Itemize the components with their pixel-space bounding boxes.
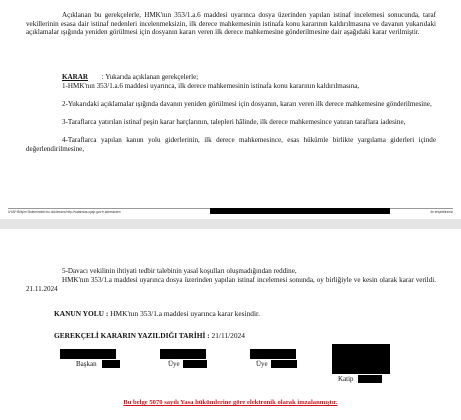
kanun-yolu-line — [54, 309, 260, 318]
member1-name-redaction — [160, 349, 206, 359]
karar-text: : Yukarıda açıklanan gerekçelerle; — [101, 73, 199, 81]
signature-baskan-label: Başkan — [76, 360, 97, 368]
footer-redaction — [210, 208, 390, 214]
footer-access-text: ile erişebilirsiniz — [430, 210, 453, 214]
karar-item-1: 1-HMK'nın 353/1.a.6 maddesi uyarınca, ilk derece mahkemesinin istinafa konu kararının kaldırılmasına, — [62, 82, 360, 90]
katip-redaction — [358, 375, 382, 383]
karar-line — [62, 73, 432, 82]
gerekceli-date: 21/11/2024 — [211, 331, 245, 340]
signature-uye2-label: Üye — [256, 360, 268, 368]
judge-name-redaction — [60, 349, 116, 359]
karar-item-3: 3-Taraflarca yatırılan istinaf peşin karar harçlarının, talepleri hâlinde, ilk derece mahkemesince yatıran taraflara iadesine, — [62, 118, 406, 126]
electronic-signature-note: Bu belge 5070 sayılı Yasa hükümlerine göre elektronik olarak imzalanmıştır. — [123, 399, 338, 406]
signature-uye1-label: Üye — [168, 360, 180, 368]
baskan-redaction — [102, 360, 120, 368]
footer-uyap-text: UYAP Bilişim Sistemindeki bu dokümana http://vatandas.uyap.gov.tr adresinden — [8, 210, 121, 214]
karar-item-5: 5-Davacı vekilinin ihtiyati tedbir talebinin yasal koşulları oluşmadığından reddine, — [62, 267, 297, 275]
final-decision-paragraph: HMK'nın 353/1.a maddesi uyarınca dosya üzerinden yapılan istinaf incelemesi sonunda, oy birliğiyle ve kesin olarak karar verildi. 21.11.2024 — [26, 276, 436, 293]
karar-label: KARAR — [62, 73, 89, 81]
signature-katip-label: Katip — [338, 375, 354, 383]
gerekceli-label: GEREKÇELİ KARARIN YAZILDIĞI TARİHİ : — [54, 331, 210, 340]
karar-item-4: 4-Taraflarca yapılan kanun yolu giderlerinin, ilk derece mahkemesince, esas hükümle birlikte yargılama giderleri içinde değerlendirilmesine, — [26, 136, 436, 153]
kanun-yolu-label: KANUN YOLU : — [54, 309, 109, 318]
document-page-2 — [0, 229, 461, 420]
kanun-yolu-text: HMK'nın 353/1.a maddesi uyarınca karar kesindir. — [110, 309, 260, 318]
intro-paragraph: Açıklanan bu gerekçelerle, HMK'nın 353/1.a.6 maddesi uyarınca dosya üzerinden yapılan istinaf incelemesi sonucunda, taraf vekillerinin esasa dair istinaf nedenleri incelenmeksizin, ilk derece mahkemesinin istinafa konu kararının kaldırılmasına ve davanın yukarıdaki açıklamalar ışığında yeniden görülmesi için dosyanın kararı veren ilk derece mahkemesine gönderilmesine dair aşağıdaki karar verilmiştir. — [26, 11, 436, 37]
karar-item-2: 2-Yukarıdaki açıklamalar ışığında davanın yeniden görülmesi için dosyanın, kararı veren ilk derece mahkemesine gönderilmesine, — [62, 100, 432, 108]
member2-name-redaction — [250, 349, 296, 359]
uye1-redaction — [183, 360, 207, 368]
page-footer — [8, 208, 453, 216]
clerk-name-redaction — [332, 344, 390, 374]
gerekceli-karar-line — [54, 331, 245, 340]
uye2-redaction — [271, 360, 297, 368]
